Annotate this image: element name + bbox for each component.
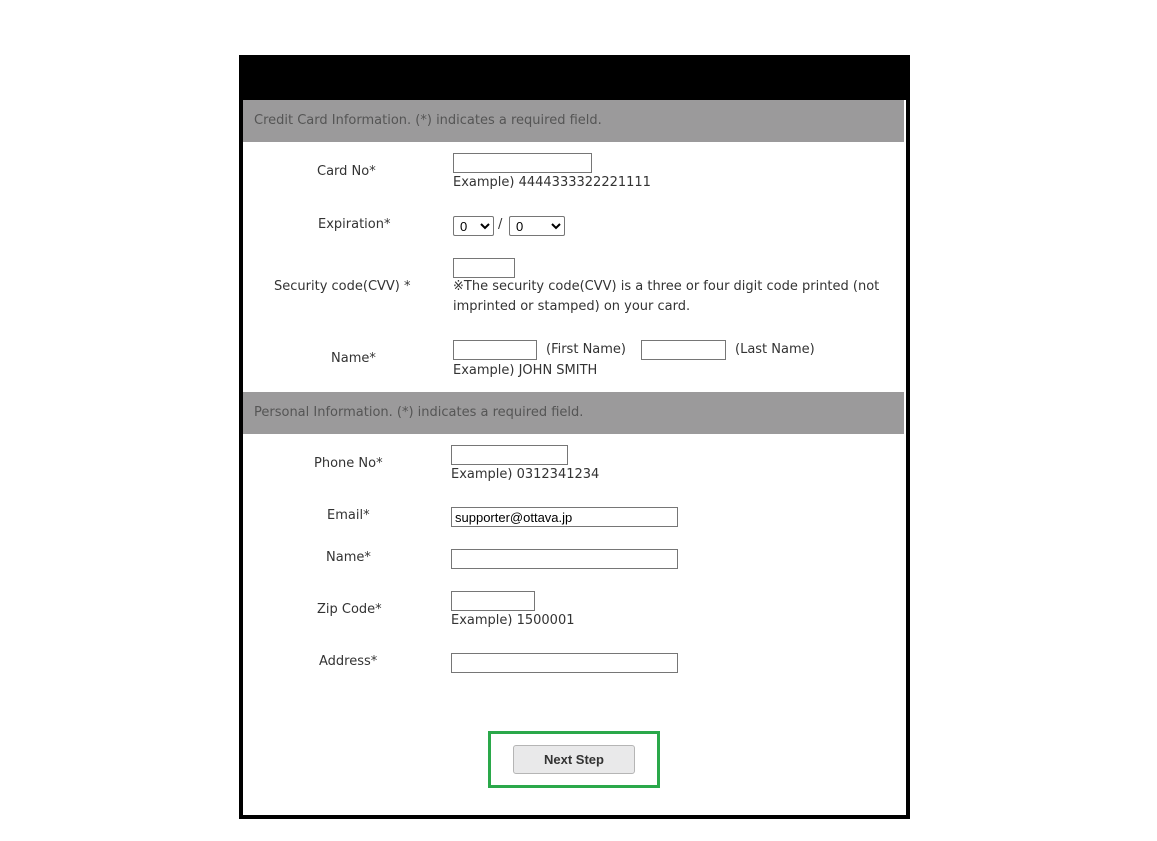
security-code-note: ※The security code(CVV) is a three or four digit code printed (not imprinted or stamped) on your card. <box>453 279 880 314</box>
last-name-caption: (Last Name) <box>735 342 815 357</box>
first-name-caption: (First Name) <box>546 342 626 357</box>
zip-code-label: Zip Code* <box>317 602 382 617</box>
card-name-example: Example) JOHN SMITH <box>453 363 598 378</box>
next-step-button[interactable]: Next Step <box>513 745 635 774</box>
expiration-label: Expiration* <box>318 217 391 232</box>
security-code-input[interactable] <box>453 258 515 278</box>
personal-name-label: Name* <box>326 550 371 565</box>
expiration-month-select[interactable] <box>453 216 494 236</box>
last-name-input[interactable] <box>641 340 726 360</box>
expiration-year-select[interactable] <box>509 216 565 236</box>
email-input[interactable] <box>451 507 678 527</box>
first-name-input[interactable] <box>453 340 537 360</box>
phone-example: Example) 0312341234 <box>451 467 600 482</box>
email-label: Email* <box>327 508 370 523</box>
phone-label: Phone No* <box>314 456 383 471</box>
zip-code-example: Example) 1500001 <box>451 613 575 628</box>
expiration-separator: / <box>498 217 503 232</box>
personal-name-input[interactable] <box>451 549 678 569</box>
security-code-label: Security code(CVV) * <box>274 279 411 294</box>
card-no-input[interactable] <box>453 153 592 173</box>
card-name-label: Name* <box>331 351 376 366</box>
address-input[interactable] <box>451 653 678 673</box>
zip-code-input[interactable] <box>451 591 535 611</box>
personal-info-section-heading: Personal Information. (*) indicates a required field. <box>243 392 904 434</box>
card-no-label: Card No* <box>317 164 376 179</box>
payment-form-panel <box>239 55 910 819</box>
phone-input[interactable] <box>451 445 568 465</box>
panel-header-bar <box>243 59 906 100</box>
credit-card-section-heading: Credit Card Information. (*) indicates a required field. <box>243 100 904 142</box>
card-no-example: Example) 4444333322221111 <box>453 175 651 190</box>
address-label: Address* <box>319 654 378 669</box>
